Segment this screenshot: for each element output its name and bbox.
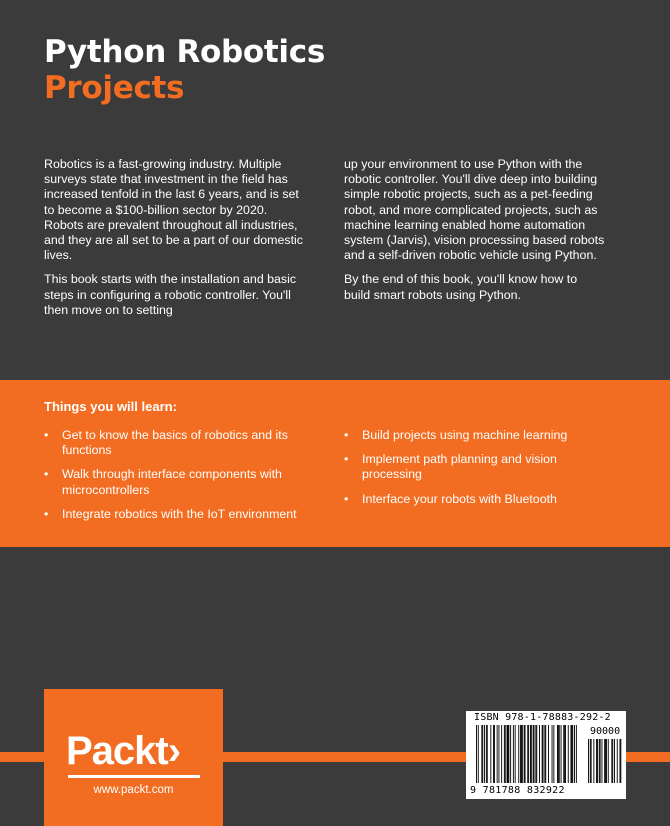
barcode-bar <box>534 725 535 783</box>
title-line-1: Python Robotics <box>44 34 325 70</box>
barcode-bar <box>518 725 519 783</box>
barcode-bar <box>553 725 554 783</box>
learn-list-right <box>344 428 614 516</box>
barcode-bar <box>539 725 540 783</box>
barcode-bar <box>564 725 565 783</box>
bullet-icon: • <box>344 428 349 442</box>
barcode-addon-bar <box>593 739 594 783</box>
description-left-column <box>44 157 306 327</box>
list-item-text: Build projects using machine learning <box>362 428 568 442</box>
list-item <box>44 507 314 522</box>
packt-logo-text: Packt <box>66 729 168 773</box>
description-right-column <box>344 157 606 312</box>
barcode-bar <box>521 725 522 783</box>
barcode-bar <box>533 725 534 783</box>
barcode-bar <box>548 725 549 783</box>
barcode-addon-bar <box>605 739 606 783</box>
barcode-bar <box>576 725 577 783</box>
price-code: 90000 <box>590 726 621 737</box>
barcode-addon-bar <box>612 739 613 783</box>
barcode-bar <box>520 725 521 783</box>
barcode-bar <box>484 725 485 783</box>
barcode-addon-bar <box>597 739 598 783</box>
publisher-logo-box <box>44 689 223 826</box>
learn-section <box>0 380 670 547</box>
barcode-bar <box>522 725 523 783</box>
barcode-addon-bar <box>620 739 621 783</box>
isbn-number: ISBN 978-1-78883-292-2 <box>474 712 611 723</box>
barcode-bar <box>501 725 502 783</box>
barcode-bar <box>536 725 537 783</box>
barcode-addon-bar <box>604 739 605 783</box>
bullet-icon: • <box>44 506 49 521</box>
bullet-icon: • <box>44 467 49 482</box>
description-paragraph: up your environment to use Python with the robotic controller. You'll dive deep into building simple robotic projects, such as a pet-feeding robot, and more complicated projects, such as machine learning enabled home automation system (Jarvis), vision processing based robots and a self-driven robotic vehicle using Python. <box>344 157 605 263</box>
list-item <box>344 492 614 507</box>
title-line-2: Projects <box>44 70 185 106</box>
barcode-bar <box>542 725 543 783</box>
barcode-bar <box>563 725 564 783</box>
barcode-bar <box>513 725 514 783</box>
barcode-addon-bar <box>614 739 615 783</box>
barcode-addon-bar <box>590 739 591 783</box>
barcode-bar <box>508 725 509 783</box>
list-item <box>344 428 614 443</box>
book-title <box>44 34 325 106</box>
barcode-addon-bar <box>600 739 601 783</box>
list-item-text: Get to know the basics of robotics and its functions <box>62 428 288 458</box>
list-item-text: Walk through interface components with microcontrollers <box>62 467 282 497</box>
barcode-bar <box>493 725 494 783</box>
list-item <box>44 467 314 497</box>
barcode-bar <box>552 725 553 783</box>
list-item-text: Interface your robots with Bluetooth <box>362 491 557 506</box>
barcode-bar <box>565 725 566 783</box>
barcode-bar <box>568 725 569 783</box>
barcode-digits: 9 781788 832922 <box>470 785 565 796</box>
barcode-bar <box>482 725 483 783</box>
barcode-bar <box>515 725 516 783</box>
barcode-addon-bar <box>596 739 597 783</box>
barcode-bar <box>527 725 528 783</box>
description-paragraph: Robotics is a fast-growing industry. Multiple surveys state that investment in the field has increased tenfold in the last 6 years, and is set to become a $100-billion sector by 2020. Robots are prevalent throughout all industries, and they are all set to be a part of our domestic lives. <box>44 157 303 263</box>
barcode-bar <box>543 725 544 783</box>
barcode-bar <box>571 725 572 783</box>
publisher-url: www.packt.com <box>93 784 174 796</box>
bullet-icon: • <box>344 491 349 506</box>
packt-logo-mark-icon: › <box>167 729 181 773</box>
barcode-addon-bar <box>606 739 607 783</box>
barcode-addon-bar <box>617 739 618 783</box>
list-item <box>44 428 314 458</box>
barcode-bar <box>508 725 509 783</box>
barcode-addon-bar <box>608 739 609 783</box>
barcode-bar <box>574 725 575 783</box>
barcode-bar <box>507 725 508 783</box>
barcode-bar <box>571 725 572 783</box>
barcode-bar <box>505 725 506 783</box>
barcode-bar <box>510 725 511 783</box>
barcode-bar <box>561 725 562 783</box>
barcode-bar <box>490 725 491 783</box>
barcode-bar <box>525 725 526 783</box>
bullet-icon: • <box>44 428 49 442</box>
barcode-bar <box>504 725 505 783</box>
barcode-bar <box>544 725 545 783</box>
barcode-bar <box>494 725 495 783</box>
barcode-addon-bar <box>602 739 603 783</box>
list-item-text: Implement path planning and vision processing <box>362 452 557 482</box>
barcode-addon-bar <box>611 739 612 783</box>
isbn-barcode <box>466 711 626 799</box>
learn-heading: Things you will learn: <box>44 399 177 414</box>
description-paragraph: This book starts with the installation and basic steps in configuring a robotic controller. You'll then move on to setting <box>44 272 297 317</box>
barcode-bar <box>486 725 487 783</box>
barcode-bar <box>478 725 479 783</box>
learn-list-left <box>44 428 314 531</box>
barcode-bar <box>487 725 488 783</box>
barcode-bar <box>535 725 536 783</box>
barcode-bar <box>572 725 573 783</box>
list-item <box>344 452 614 482</box>
barcode-addon-bar <box>588 739 589 783</box>
bullet-icon: • <box>344 452 349 467</box>
barcode-bar <box>530 725 531 783</box>
barcode-bar <box>528 725 529 783</box>
barcode-bar <box>557 725 558 783</box>
barcode-bar <box>476 725 477 783</box>
barcode-bar <box>481 725 482 783</box>
list-item-text: Integrate robotics with the IoT environment <box>62 506 297 521</box>
barcode-bar <box>559 725 560 783</box>
barcode-addon-bar <box>599 739 600 783</box>
barcode-addon-bar <box>620 739 621 783</box>
barcode-bar <box>545 725 546 783</box>
barcode-bar <box>531 725 532 783</box>
packt-logo <box>66 729 180 773</box>
barcode-bar <box>558 725 559 783</box>
barcode-bar <box>499 725 500 783</box>
barcode-bar <box>497 725 498 783</box>
description-paragraph: By the end of this book, you'll know how to build smart robots using Python. <box>344 272 578 302</box>
logo-underline <box>68 775 200 778</box>
barcode-addon-bar <box>591 739 592 783</box>
barcode-bar <box>524 725 525 783</box>
